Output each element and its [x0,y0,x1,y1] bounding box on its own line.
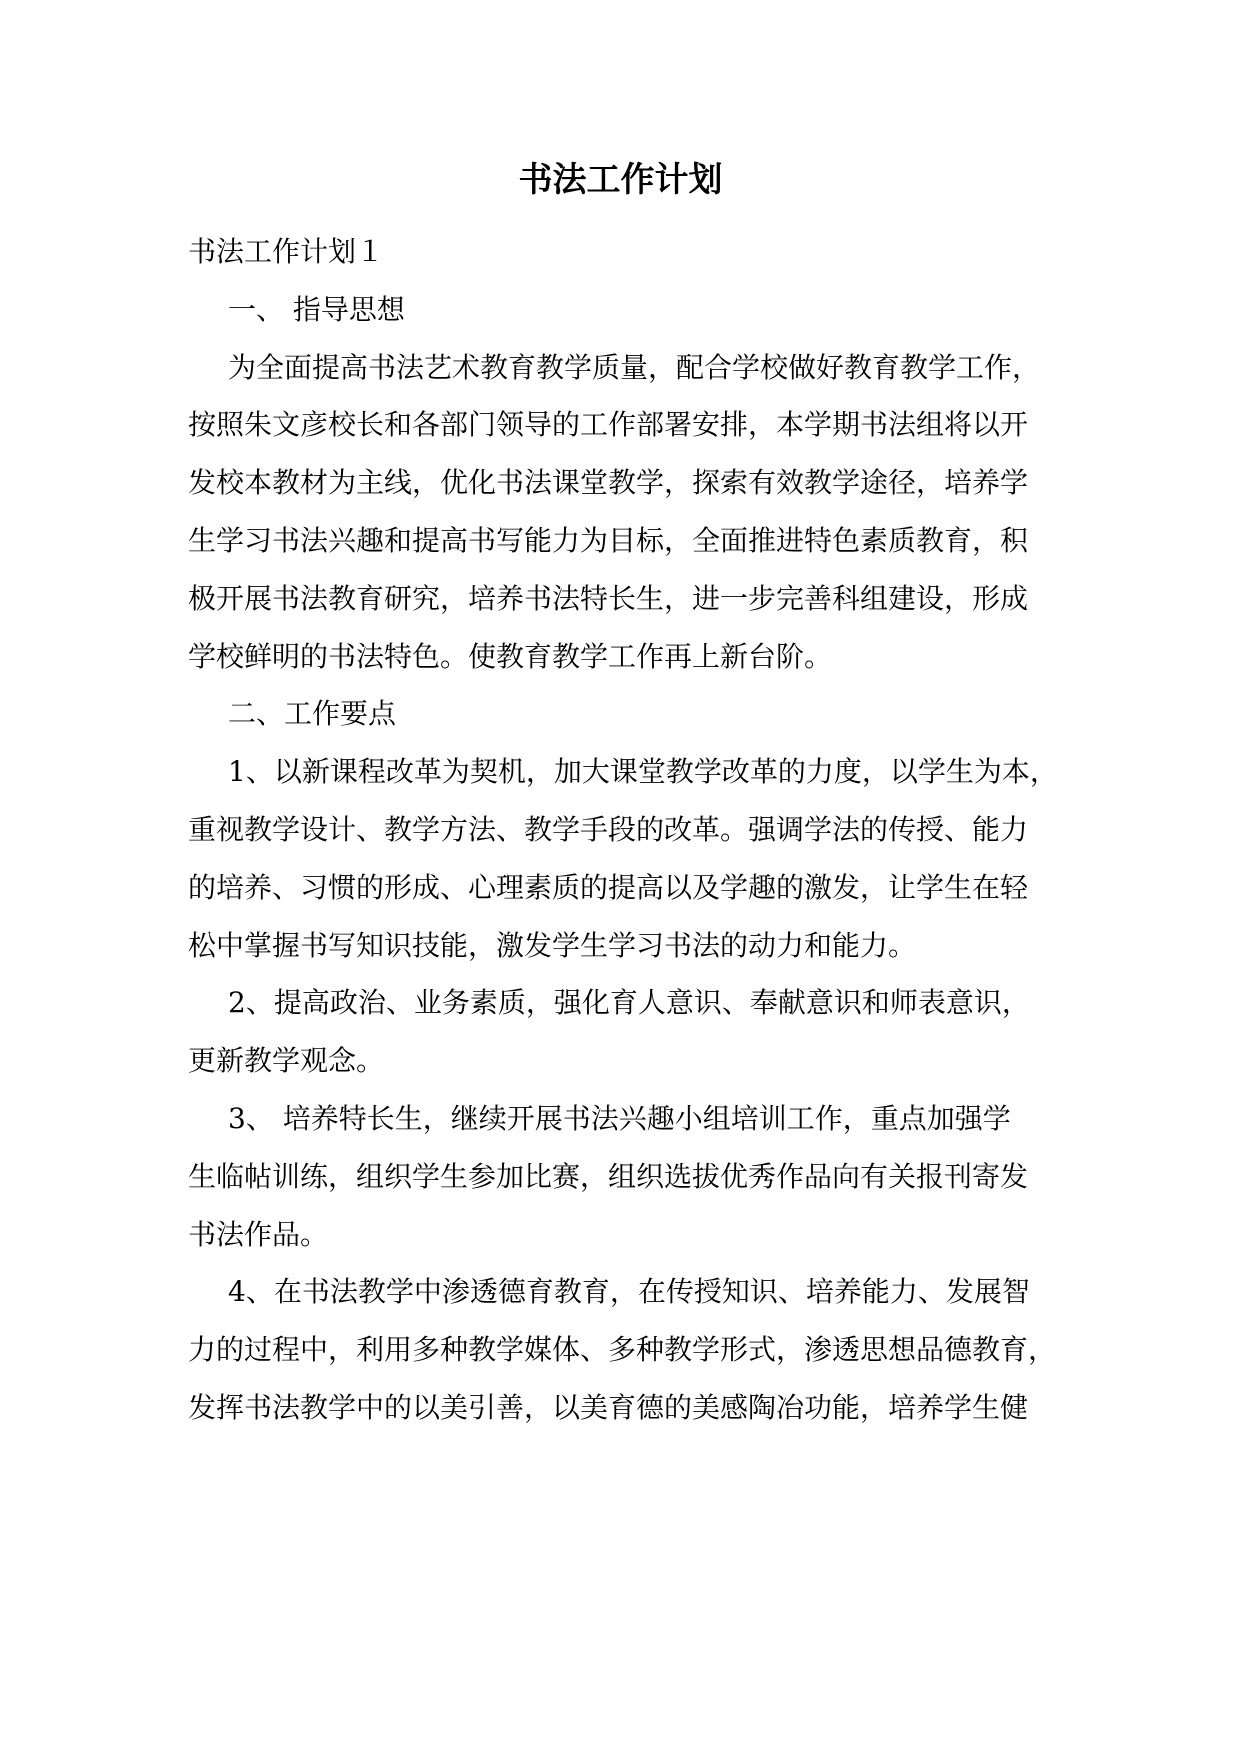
body-line: 更新教学观念。 [188,1044,385,1078]
body-line: 1、以新课程改革为契机，加大课堂教学改革的力度，以学生为本， [228,755,1058,789]
body-line: 2、提高政治、业务素质，强化育人意识、奉献意识和师表意识， [228,986,1030,1020]
body-line: 生学习书法兴趣和提高书写能力为目标，全面推进特色素质教育，积 [188,523,1029,557]
body-line: 重视教学设计、教学方法、教学手段的改革。强调学法的传授、能力 [188,812,1029,846]
body-line: 发挥书法教学中的以美引善，以美育德的美感陶冶功能，培养学生健 [188,1390,1029,1424]
body-line: 松中掌握书写知识技能，激发学生学习书法的动力和能力。 [188,928,917,962]
body-line: 按照朱文彦校长和各部门领导的工作部署安排，本学期书法组将以开 [188,408,1029,442]
body-line: 力的过程中，利用多种教学媒体、多种教学形式，渗透思想品德教育， [188,1333,1057,1367]
body-line: 一、 指导思想 [228,292,405,326]
body-line: 书法作品。 [188,1217,329,1251]
body-line: 发校本教材为主线，优化书法课堂教学，探索有效教学途径，培养学 [188,466,1029,500]
document-body [188,228,1088,1442]
body-line: 书法工作计划１ [188,235,385,268]
body-line: 3、 培养特长生，继续开展书法兴趣小组培训工作，重点加强学 [228,1101,1011,1135]
body-line: 为全面提高书法艺术教育教学质量，配合学校做好教育教学工作， [228,350,1041,384]
document-title: 书法工作计划 [518,160,723,200]
body-line: 生临帖训练，组织学生参加比赛，组织选拔优秀作品向有关报刊寄发 [188,1159,1029,1193]
body-line: 学校鲜明的书法特色。使教育教学工作再上新台阶。 [188,639,833,673]
body-line: 极开展书法教育研究，培养书法特长生，进一步完善科组建设，形成 [188,581,1029,615]
body-line: 4、在书法教学中渗透德育教育，在传授知识、培养能力、发展智 [228,1275,1030,1309]
body-line: 二、工作要点 [228,697,397,731]
body-line: 的培养、习惯的形成、心理素质的提高以及学趣的激发，让学生在轻 [188,870,1029,904]
